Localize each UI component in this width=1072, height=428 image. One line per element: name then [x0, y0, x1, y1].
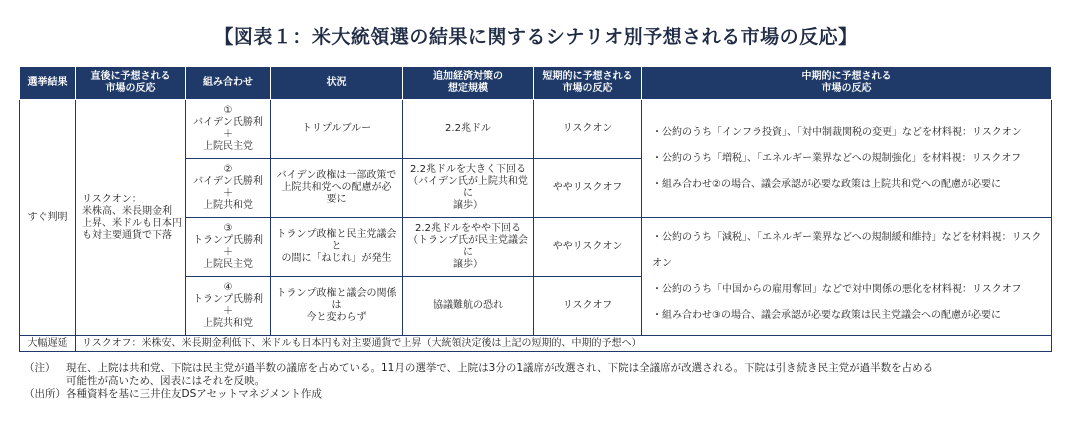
note-text: 各種資料を基に三井住友DSアセットマネジメント作成	[66, 388, 322, 400]
mid-term-item: ・公約のうち「中国からの雇用奪回」などで対中関係の悪化を材料視：リスクオフ	[652, 283, 1022, 295]
election-result-cell: すぐ判明	[20, 100, 76, 336]
combo-cell: ③ トランプ氏勝利 ＋ 上院民主党	[186, 218, 271, 277]
short-term-cell: ややリスクオフ	[534, 159, 642, 218]
situation-cell: トランプ政権と議会の関係は 今と変わらず	[271, 277, 403, 336]
delay-text-cell: リスクオフ：米株安、米長期金利低下、米ドルも日本円も対主要通貨で上昇（大統領決定後は上記の短期的、中期的予想へ）	[76, 336, 1052, 352]
combo-cell: ④ トランプ氏勝利 ＋ 上院共和党	[186, 277, 271, 336]
combo-cell: ① バイデン氏勝利 ＋ 上院民主党	[186, 100, 271, 159]
stimulus-cell: 2.2兆ドルを大きく下回る （バイデン氏が上院共和党に 譲歩）	[403, 159, 534, 218]
header-mid-term: 中期的に予想される 市場の反応	[642, 67, 1052, 100]
page-title: 【図表１：米大統領選の結果に関するシナリオ別予想される市場の反応】	[214, 26, 858, 48]
header-situation: 状況	[271, 67, 403, 100]
note-text: 現在、上院は共和党、下院は民主党が過半数の議席を占めている。11月の選挙で、上院は3分の1議席が改選され、下院は全議席が改選される。下院は引き続き民主党が過半数を占める 可能性が高いため、図表にはそれを反映。	[66, 362, 934, 387]
header-combination: 組み合わせ	[186, 67, 271, 100]
mid-term-item: ・公約のうち「増税」、「エネルギー業界などへの規制強化」を材料視：リスクオフ	[652, 152, 1022, 164]
note-key: （注）	[24, 362, 56, 374]
header-immediate-reaction: 直後に予想される 市場の反応	[76, 67, 186, 100]
mid-term-item: ・公約のうち「減税」、「エネルギー業界などへの規制緩和維持」などを材料視：リスクオン	[652, 231, 1042, 269]
situation-cell: トリプルブルー	[271, 100, 403, 159]
table-row	[20, 100, 1052, 159]
header-short-term: 短期的に予想される 市場の反応	[534, 67, 642, 100]
scenario-table	[19, 66, 1052, 352]
stimulus-cell: 2.2兆ドルをやや下回る （トランプ氏が民主党議会に 譲歩）	[403, 218, 534, 277]
header-election-result: 選挙結果	[20, 67, 76, 100]
delay-label-cell: 大幅遅延	[20, 336, 76, 352]
stimulus-cell: 協議難航の恐れ	[403, 277, 534, 336]
header-stimulus: 追加経済対策の 想定規模	[403, 67, 534, 100]
situation-cell: トランプ政権と民主党議会と の間に「ねじれ」が発生	[271, 218, 403, 277]
short-term-cell: ややリスクオン	[534, 218, 642, 277]
stimulus-cell: 2.2兆ドル	[403, 100, 534, 159]
combo-cell: ② バイデン氏勝利 ＋ 上院共和党	[186, 159, 271, 218]
note-key: （出所）	[24, 388, 66, 400]
mid-term-trump-cell	[642, 218, 1052, 336]
delay-row	[20, 336, 1052, 352]
mid-term-item: ・公約のうち「インフラ投資」、「対中制裁関税の変更」などを材料視：リスクオン	[652, 126, 1022, 138]
note-row	[24, 362, 1054, 388]
mid-term-item: ・組み合わせ②の場合、議会承認が必要な政策は上院共和党への配慮が必要に	[652, 178, 1001, 190]
mid-term-biden-cell	[642, 100, 1052, 218]
short-term-cell: リスクオフ	[534, 277, 642, 336]
short-term-cell: リスクオン	[534, 100, 642, 159]
note-row	[24, 388, 1054, 401]
header-row	[20, 67, 1052, 100]
situation-cell: バイデン政権は一部政策で 上院共和党への配慮が必 要に	[271, 159, 403, 218]
immediate-reaction-cell: リスクオン： 米株高、米長期金利 上昇、米ドルも日本円 も対主要通貨で下落	[76, 100, 186, 336]
mid-term-item: ・組み合わせ③の場合、議会承認が必要な政策は民主党議会への配慮が必要に	[652, 309, 1001, 321]
notes	[24, 362, 1054, 401]
